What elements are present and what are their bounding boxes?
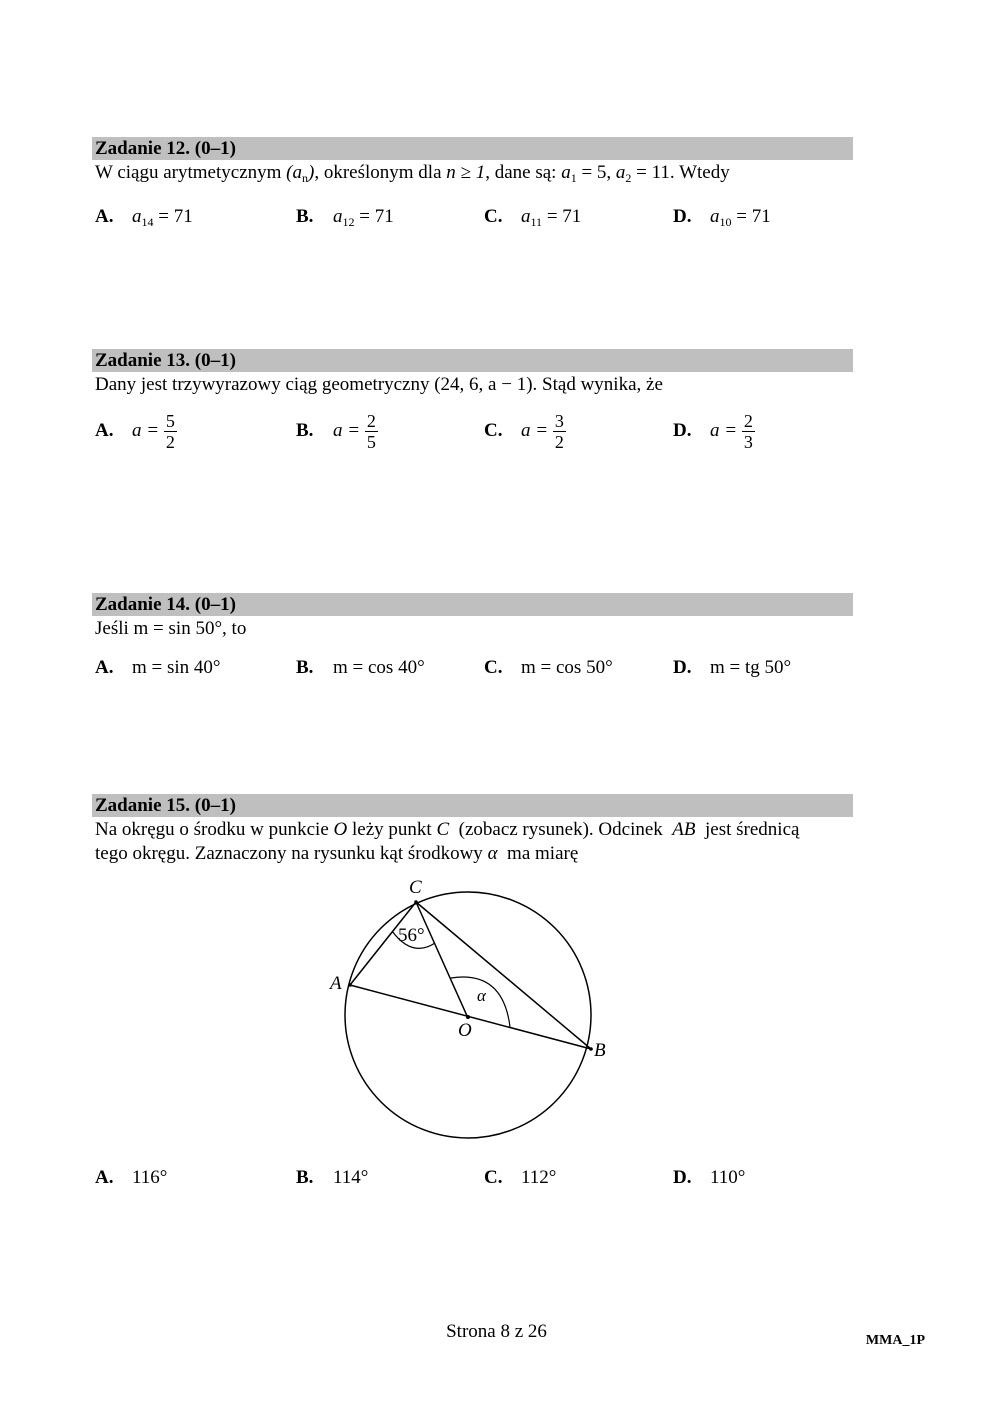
answer-d[interactable]: D. 110°	[673, 1167, 746, 1188]
task-statement: W ciągu arytmetycznym $(a_n)$, określonym dla n ≥ 1, dane są: $a_1 = 5$, $a_2 = 11$. Wtedy	[95, 162, 730, 185]
task-header: Zadanie 14. (0–1)	[92, 593, 853, 616]
answer-a[interactable]: A. $a_{14} = 71$	[95, 206, 193, 229]
label-c: C	[409, 877, 422, 898]
answer-options	[92, 206, 853, 266]
statement-text: Dany jest trzywyrazowy ciąg geometryczny	[95, 374, 430, 395]
label-a: A	[330, 973, 342, 994]
circle-figure	[320, 870, 620, 1150]
center-point	[466, 1015, 470, 1019]
answer-options	[92, 411, 853, 471]
task-14	[92, 593, 853, 717]
sequence: (24, 6, a − 1)	[434, 374, 533, 395]
task-12	[92, 137, 853, 266]
answer-options	[92, 657, 853, 717]
answer-b[interactable]: B. 114°	[296, 1167, 369, 1188]
task-header: Zadanie 12. (0–1)	[92, 137, 853, 160]
answer-b[interactable]: B. m = cos 40°	[296, 657, 425, 678]
label-b: B	[594, 1040, 606, 1061]
term-a1: $a_1 = 5$	[561, 162, 607, 185]
task-statement: Na okręgu o środku w punkcie O leży punkt C (zobacz rysunek). Odcinek AB jest średnicą tego okręgu. Zaznaczony na rysunku kąt środkowy α ma miarę	[95, 819, 800, 864]
segment-co	[416, 902, 468, 1018]
task-13	[92, 349, 853, 471]
alpha-label: α	[477, 986, 486, 1005]
point-a	[348, 983, 352, 987]
answer-c[interactable]: C. $a_{11} = 71$	[484, 206, 582, 229]
label-o: O	[458, 1020, 472, 1041]
sequence-symbol: $(a_n)$	[286, 162, 315, 185]
task-header: Zadanie 15. (0–1)	[92, 794, 853, 817]
answer-options	[92, 1167, 853, 1227]
condition: n ≥ 1	[446, 162, 486, 183]
point-b	[589, 1047, 593, 1051]
expression: m = sin 50°	[133, 618, 223, 639]
segment-cb	[416, 902, 591, 1049]
term-a2: $a_2 = 11$	[615, 162, 670, 185]
statement-text: . Stąd wynika, że	[532, 374, 663, 395]
statement-text: . Wtedy	[669, 162, 730, 183]
statement-text: Jeśli	[95, 618, 129, 639]
answer-c[interactable]: C. 112°	[484, 1167, 557, 1188]
answer-c[interactable]: C. m = cos 50°	[484, 657, 613, 678]
statement-text: , określonym dla	[314, 162, 442, 183]
task-15-answers	[92, 1167, 853, 1227]
task-15	[92, 794, 853, 866]
page-number: Strona 8 z 26	[446, 1321, 547, 1342]
answer-c[interactable]: C. a = $\frac{3}{2}$	[484, 411, 564, 452]
answer-a[interactable]: A. a = $\frac{5}{2}$	[95, 411, 175, 452]
answer-d[interactable]: D. $a_{10} = 71$	[673, 206, 771, 229]
statement-text: , to	[222, 618, 247, 639]
task-statement	[92, 373, 853, 397]
answer-d[interactable]: D. m = tg 50°	[673, 657, 792, 678]
task-statement	[92, 617, 853, 641]
document-code: MMA_1P	[865, 1333, 925, 1348]
answer-a[interactable]: A. m = sin 40°	[95, 657, 221, 678]
answer-b[interactable]: B. a = $\frac{2}{5}$	[296, 411, 376, 452]
task-header: Zadanie 13. (0–1)	[92, 349, 853, 372]
statement-text: , dane są:	[485, 162, 557, 183]
statement-text: W ciągu arytmetycznym	[95, 162, 282, 183]
answer-a[interactable]: A. 116°	[95, 1167, 168, 1188]
answer-d[interactable]: D. a = $\frac{2}{3}$	[673, 411, 753, 452]
point-c	[414, 900, 418, 904]
angle-label-56: 56°	[398, 925, 425, 946]
answer-b[interactable]: B. $a_{12} = 71$	[296, 206, 394, 229]
